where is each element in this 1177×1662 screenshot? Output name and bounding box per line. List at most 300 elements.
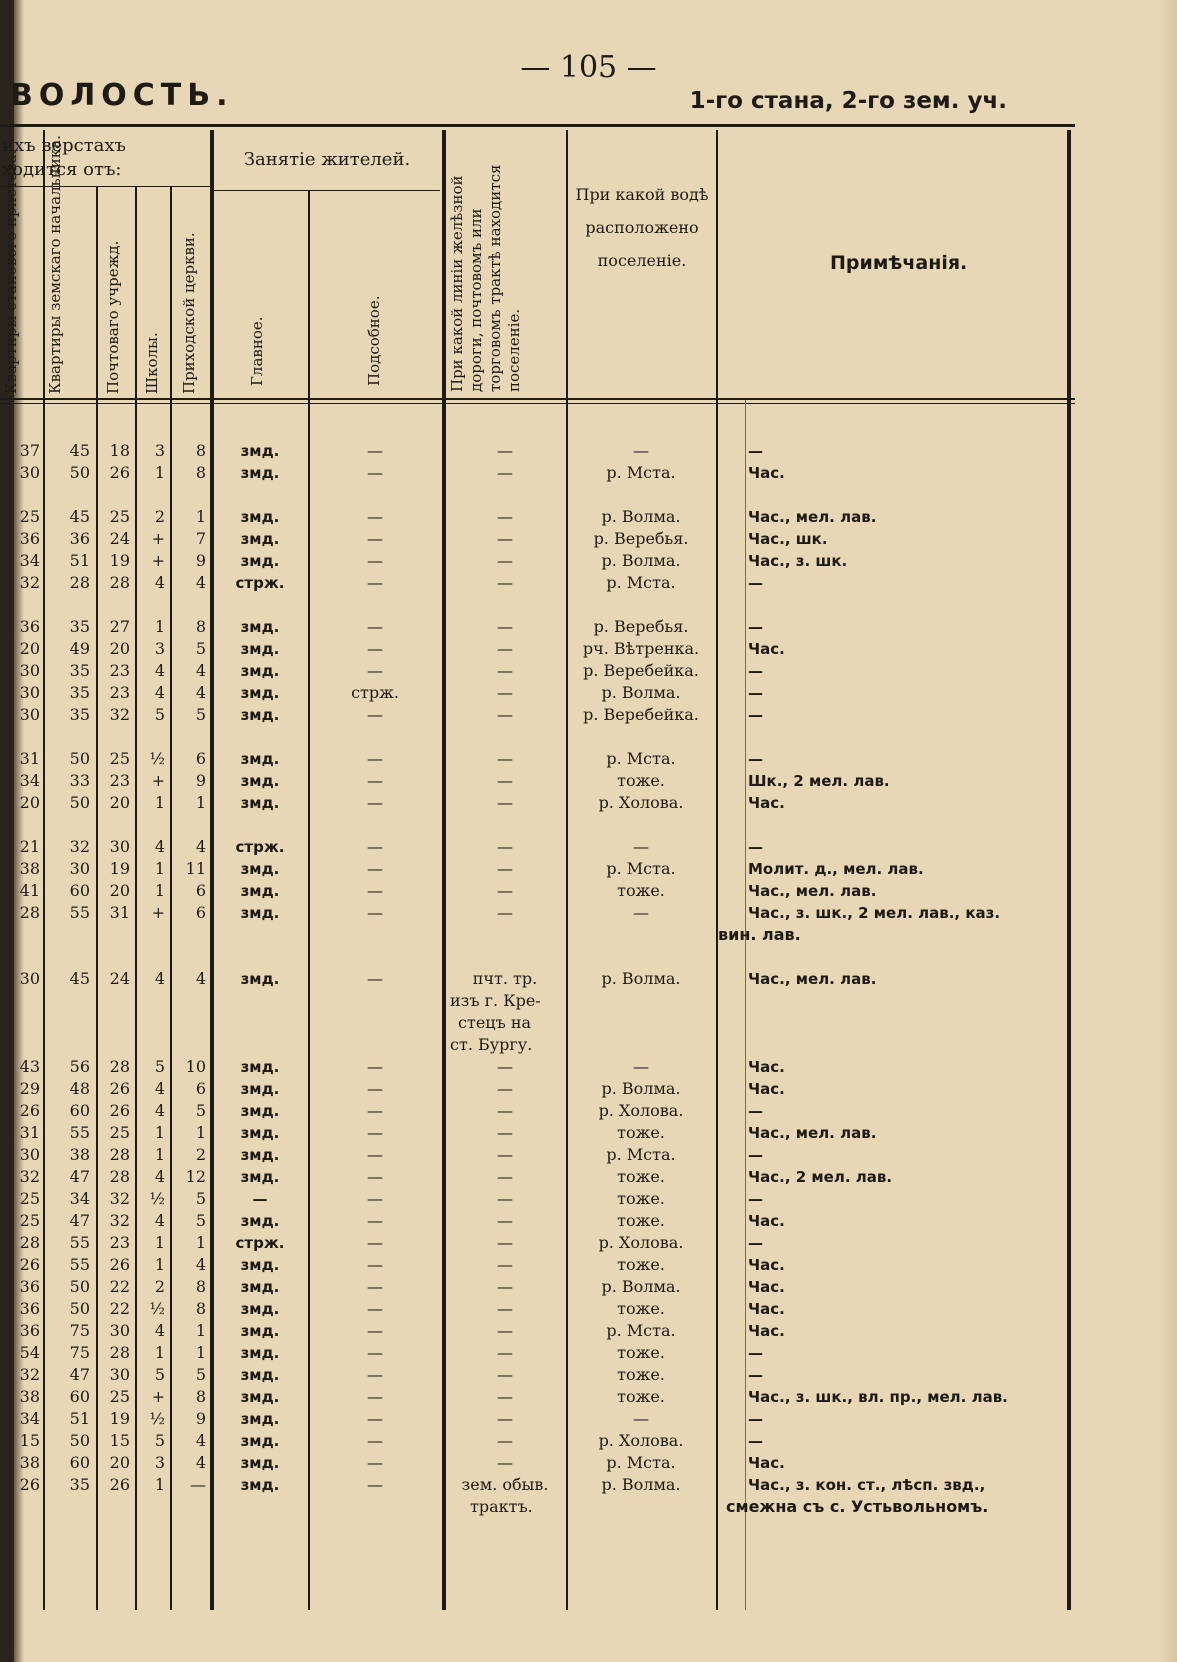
cell-church: 8: [195, 463, 206, 482]
cell-stan: 30: [19, 705, 40, 724]
cell-church: 2: [195, 1145, 206, 1164]
cell-water: р. Волма.: [601, 683, 681, 702]
table-row: [0, 1188, 1177, 1210]
table-row: [0, 836, 1177, 858]
cell-sec: —: [367, 573, 383, 592]
cell-road: —: [497, 1101, 513, 1120]
cell-stan: 32: [19, 573, 40, 592]
cell-stan: 28: [19, 1233, 40, 1252]
cell-zem: 30: [69, 859, 90, 878]
district-heading: 1-го стана, 2-го зем. уч.: [689, 88, 1007, 114]
cell-sec: —: [367, 749, 383, 768]
cell-school: 3: [154, 639, 165, 658]
cell-church: 6: [195, 749, 206, 768]
cell-sec: —: [367, 837, 383, 856]
cell-sec: —: [367, 705, 383, 724]
table-row: [0, 792, 1177, 814]
cell-notes: Час.: [748, 794, 785, 812]
cell-zem: 34: [69, 1189, 90, 1208]
table-row: [0, 682, 1177, 704]
cell-road: —: [497, 771, 513, 790]
col-header-road: При какой линіи желѣзной дороги, почтовомъ или торговомъ трактѣ находится поселеніе.: [448, 164, 523, 392]
table-row: [0, 462, 1177, 484]
col-header-church: Приходской церкви.: [180, 232, 198, 394]
cell-notes: Час., мел. лав.: [748, 1124, 877, 1142]
cell-post: 20: [109, 881, 130, 900]
cell-water: р. Волма.: [601, 969, 681, 988]
cell-water: тоже.: [617, 1387, 665, 1406]
cell-church: 5: [195, 1211, 206, 1230]
cell-main: змд.: [240, 904, 280, 922]
cell-main: змд.: [240, 442, 280, 460]
cell-church: 6: [195, 1079, 206, 1098]
cell-road: —: [497, 903, 513, 922]
cell-notes: Час., з. шк.: [748, 552, 848, 570]
cell-road: —: [497, 1145, 513, 1164]
cell-zem: 60: [69, 1453, 90, 1472]
cell-main: змд.: [240, 640, 280, 658]
cell-church: 8: [195, 1277, 206, 1296]
cell-notes: —: [748, 662, 763, 680]
cell-zem: 47: [69, 1167, 90, 1186]
cell-church: 5: [195, 1189, 206, 1208]
cell-notes: Час., мел. лав.: [748, 970, 877, 988]
cell-water: р. Мста.: [606, 463, 676, 482]
cell-road: —: [497, 661, 513, 680]
cell-road: —: [497, 1321, 513, 1340]
cell-post: 28: [109, 1145, 130, 1164]
cell-sec: —: [367, 1233, 383, 1252]
cell-stan: 30: [19, 1145, 40, 1164]
cell-school: 1: [154, 1233, 165, 1252]
cell-church: 8: [195, 617, 206, 636]
cell-main: змд.: [240, 772, 280, 790]
cell-road: пчт. тр.: [472, 969, 538, 988]
cell-post: 28: [109, 1343, 130, 1362]
table-row: [0, 1210, 1177, 1232]
cell-church: 9: [195, 551, 206, 570]
cell-church: 8: [195, 1387, 206, 1406]
col-header-main: Главное.: [248, 316, 266, 386]
cell-notes: Час., з. кон. ст., лѣсп. звд.,: [748, 1476, 986, 1494]
cell-notes: —: [748, 618, 763, 636]
cell-post: 25: [109, 507, 130, 526]
continuation-line: изъ г. Кре-: [450, 991, 541, 1010]
cell-zem: 32: [69, 837, 90, 856]
cell-notes: Час., мел. лав.: [748, 882, 877, 900]
cell-zem: 35: [69, 661, 90, 680]
occupation-group-rule: [214, 190, 440, 191]
cell-church: 6: [195, 903, 206, 922]
cell-church: 4: [195, 837, 206, 856]
cell-sec: —: [367, 793, 383, 812]
cell-road: —: [497, 1277, 513, 1296]
continuation-line: ст. Бургу.: [450, 1035, 533, 1054]
cell-road: —: [497, 1365, 513, 1384]
cell-sec: —: [367, 1299, 383, 1318]
cell-road: —: [497, 1387, 513, 1406]
cell-road: —: [497, 551, 513, 570]
cell-zem: 50: [69, 793, 90, 812]
cell-stan: 30: [19, 661, 40, 680]
cell-road: —: [497, 529, 513, 548]
cell-stan: 43: [19, 1057, 40, 1076]
cell-water: —: [633, 837, 649, 856]
cell-water: —: [633, 1409, 649, 1428]
cell-notes: Час.: [748, 1058, 785, 1076]
cell-notes: Час.: [748, 640, 785, 658]
cell-main: змд.: [240, 1124, 280, 1142]
cell-water: р. Волма.: [601, 551, 681, 570]
table-row: [0, 770, 1177, 792]
cell-school: 4: [154, 683, 165, 702]
cell-water: р. Веребейка.: [583, 705, 699, 724]
cell-notes: Час.: [748, 1300, 785, 1318]
cell-notes: —: [748, 574, 763, 592]
cell-post: 32: [109, 1189, 130, 1208]
cell-stan: 38: [19, 1453, 40, 1472]
cell-water: тоже.: [617, 771, 665, 790]
cell-post: 26: [109, 1079, 130, 1098]
cell-sec: —: [367, 1189, 383, 1208]
table-row: [0, 1320, 1177, 1342]
cell-stan: 31: [19, 1123, 40, 1142]
cell-water: р. Холова.: [598, 1101, 684, 1120]
cell-water: —: [633, 1057, 649, 1076]
cell-school: 3: [154, 1453, 165, 1472]
cell-zem: 55: [69, 903, 90, 922]
table-row: [0, 660, 1177, 682]
cell-post: 26: [109, 1255, 130, 1274]
cell-church: 4: [195, 683, 206, 702]
cell-zem: 38: [69, 1145, 90, 1164]
cell-church: 1: [195, 1233, 206, 1252]
cell-post: 25: [109, 749, 130, 768]
cell-school: +: [151, 529, 165, 548]
cell-zem: 55: [69, 1123, 90, 1142]
cell-sec: —: [367, 1057, 383, 1076]
cell-church: 4: [195, 573, 206, 592]
cell-water: р. Мста.: [606, 1321, 676, 1340]
table-row: [0, 440, 1177, 462]
cell-notes: Час.: [748, 1080, 785, 1098]
cell-notes: Час., 2 мел. лав.: [748, 1168, 893, 1186]
cell-water: р. Веребейка.: [583, 661, 699, 680]
cell-stan: 31: [19, 749, 40, 768]
cell-church: 1: [195, 1123, 206, 1142]
cell-stan: 38: [19, 1387, 40, 1406]
cell-zem: 60: [69, 881, 90, 900]
cell-stan: 25: [19, 507, 40, 526]
cell-stan: 37: [19, 441, 40, 460]
cell-main: змд.: [240, 1454, 280, 1472]
cell-notes: —: [748, 706, 763, 724]
table-row: [0, 506, 1177, 528]
cell-post: 19: [109, 859, 130, 878]
cell-water: тоже.: [617, 1167, 665, 1186]
cell-main: стрж.: [235, 838, 285, 856]
cell-post: 20: [109, 639, 130, 658]
cell-notes: Час., з. шк., 2 мел. лав., каз.: [748, 904, 1001, 922]
cell-sec: —: [367, 1167, 383, 1186]
cell-stan: 38: [19, 859, 40, 878]
distance-group-rule: [0, 186, 210, 187]
cell-zem: 51: [69, 1409, 90, 1428]
cell-zem: 50: [69, 1299, 90, 1318]
cell-stan: 26: [19, 1101, 40, 1120]
cell-zem: 45: [69, 441, 90, 460]
cell-stan: 30: [19, 463, 40, 482]
cell-stan: 25: [19, 1189, 40, 1208]
cell-main: змд.: [240, 552, 280, 570]
cell-road: зем. обыв.: [461, 1475, 549, 1494]
cell-zem: 56: [69, 1057, 90, 1076]
cell-church: 5: [195, 639, 206, 658]
cell-zem: 33: [69, 771, 90, 790]
cell-notes: —: [748, 1410, 763, 1428]
table-row: [0, 1232, 1177, 1254]
page-title: ВОЛОСТЬ.: [10, 78, 234, 113]
cell-stan: 34: [19, 771, 40, 790]
cell-zem: 75: [69, 1343, 90, 1362]
cell-post: 22: [109, 1277, 130, 1296]
cell-school: 5: [154, 1057, 165, 1076]
cell-zem: 50: [69, 1431, 90, 1450]
cell-sec: —: [367, 1255, 383, 1274]
cell-church: 6: [195, 881, 206, 900]
cell-sec: —: [367, 661, 383, 680]
cell-road: —: [497, 1189, 513, 1208]
cell-main: змд.: [240, 860, 280, 878]
table-row: [0, 1056, 1177, 1078]
cell-road: —: [497, 1211, 513, 1230]
cell-sec: —: [367, 463, 383, 482]
cell-water: тоже.: [617, 881, 665, 900]
cell-stan: 25: [19, 1211, 40, 1230]
cell-stan: 28: [19, 903, 40, 922]
cell-notes: —: [748, 750, 763, 768]
cell-school: 4: [154, 1211, 165, 1230]
cell-sec: —: [367, 1387, 383, 1406]
header-top-rule: [0, 124, 1075, 127]
cell-zem: 35: [69, 705, 90, 724]
cell-road: —: [497, 639, 513, 658]
cell-sec: —: [367, 1431, 383, 1450]
cell-sec: —: [367, 1453, 383, 1472]
cell-stan: 30: [19, 683, 40, 702]
cell-school: 1: [154, 463, 165, 482]
cell-post: 15: [109, 1431, 130, 1450]
cell-church: 4: [195, 1431, 206, 1450]
cell-sec: —: [367, 1101, 383, 1120]
cell-school: 5: [154, 705, 165, 724]
cell-zem: 35: [69, 1475, 90, 1494]
continuation-line: стецъ на: [458, 1013, 532, 1032]
table-row: [0, 1430, 1177, 1452]
cell-post: 25: [109, 1123, 130, 1142]
cell-notes: Час.: [748, 1278, 785, 1296]
cell-road: —: [497, 1167, 513, 1186]
cell-sec: —: [367, 1409, 383, 1428]
cell-zem: 60: [69, 1387, 90, 1406]
cell-notes: —: [748, 1190, 763, 1208]
cell-sec: —: [367, 1123, 383, 1142]
cell-notes: —: [748, 1102, 763, 1120]
cell-water: р. Мста.: [606, 573, 676, 592]
cell-main: змд.: [240, 1058, 280, 1076]
cell-post: 23: [109, 661, 130, 680]
cell-road: —: [497, 441, 513, 460]
cell-stan: 34: [19, 1409, 40, 1428]
cell-school: 1: [154, 881, 165, 900]
cell-main: змд.: [240, 882, 280, 900]
cell-water: р. Волма.: [601, 1475, 681, 1494]
cell-main: стрж.: [235, 574, 285, 592]
cell-notes: —: [748, 838, 763, 856]
cell-stan: 34: [19, 551, 40, 570]
cell-water: —: [633, 903, 649, 922]
cell-water: р. Волма.: [601, 1079, 681, 1098]
cell-water: —: [633, 441, 649, 460]
table-row: [0, 748, 1177, 770]
cell-notes: Час.: [748, 1322, 785, 1340]
cell-sec: —: [367, 639, 383, 658]
cell-notes: Час., шк.: [748, 530, 828, 548]
cell-notes: —: [748, 1366, 763, 1384]
cell-zem: 55: [69, 1233, 90, 1252]
cell-church: 11: [185, 859, 206, 878]
cell-zem: 50: [69, 463, 90, 482]
cell-school: ½: [149, 1299, 165, 1318]
cell-church: 1: [195, 1321, 206, 1340]
cell-main: змд.: [240, 1432, 280, 1450]
cell-church: —: [190, 1475, 206, 1494]
cell-stan: 26: [19, 1255, 40, 1274]
cell-school: +: [151, 903, 165, 922]
cell-stan: 21: [19, 837, 40, 856]
cell-road: —: [497, 1453, 513, 1472]
table-row: [0, 1342, 1177, 1364]
cell-sec: —: [367, 1475, 383, 1494]
cell-water: р. Холова.: [598, 1431, 684, 1450]
cell-sec: —: [367, 1321, 383, 1340]
cell-sec: —: [367, 859, 383, 878]
continuation-line: вин. лав.: [718, 925, 801, 944]
cell-church: 8: [195, 1299, 206, 1318]
cell-stan: 36: [19, 617, 40, 636]
cell-notes: Шк., 2 мел. лав.: [748, 772, 890, 790]
header-bottom-rule: [0, 398, 1075, 400]
cell-main: змд.: [240, 1344, 280, 1362]
cell-main: змд.: [240, 1410, 280, 1428]
cell-stan: 32: [19, 1167, 40, 1186]
cell-main: змд.: [240, 1080, 280, 1098]
cell-water: р. Холова.: [598, 1233, 684, 1252]
col-header-stan: Квартиры станового пристава.: [2, 149, 20, 394]
cell-school: 2: [154, 1277, 165, 1296]
cell-zem: 75: [69, 1321, 90, 1340]
cell-main: стрж.: [235, 1234, 285, 1252]
cell-main: змд.: [240, 662, 280, 680]
cell-church: 5: [195, 1365, 206, 1384]
cell-sec: —: [367, 1079, 383, 1098]
cell-stan: 29: [19, 1079, 40, 1098]
col-header-zemsky: Квартиры земскаго начальника.: [46, 135, 64, 394]
cell-post: 20: [109, 793, 130, 812]
cell-road: —: [497, 837, 513, 856]
cell-school: 2: [154, 507, 165, 526]
cell-zem: 35: [69, 617, 90, 636]
cell-post: 30: [109, 837, 130, 856]
cell-school: 1: [154, 793, 165, 812]
cell-school: +: [151, 1387, 165, 1406]
cell-school: 3: [154, 441, 165, 460]
table-row: [0, 1452, 1177, 1474]
cell-water: р. Мста.: [606, 859, 676, 878]
cell-road: —: [497, 1079, 513, 1098]
cell-main: змд.: [240, 750, 280, 768]
cell-post: 26: [109, 1475, 130, 1494]
cell-school: 1: [154, 1123, 165, 1142]
cell-church: 9: [195, 771, 206, 790]
cell-water: тоже.: [617, 1343, 665, 1362]
table-row: [0, 1254, 1177, 1276]
cell-main: змд.: [240, 684, 280, 702]
continuation-line: трактъ.: [470, 1497, 533, 1516]
cell-main: змд.: [240, 1322, 280, 1340]
cell-post: 19: [109, 551, 130, 570]
cell-road: —: [497, 705, 513, 724]
table-row: [0, 1386, 1177, 1408]
cell-school: +: [151, 551, 165, 570]
cell-school: ½: [149, 749, 165, 768]
cell-main: змд.: [240, 1388, 280, 1406]
cell-post: 22: [109, 1299, 130, 1318]
cell-water: р. Волма.: [601, 1277, 681, 1296]
cell-sec: —: [367, 969, 383, 988]
cell-zem: 47: [69, 1365, 90, 1384]
cell-church: 10: [185, 1057, 206, 1076]
cell-school: 4: [154, 837, 165, 856]
cell-church: 5: [195, 1101, 206, 1120]
distance-group-header: ихъ верстахъ ходится отъ:: [2, 135, 127, 180]
cell-zem: 60: [69, 1101, 90, 1120]
cell-stan: 36: [19, 1299, 40, 1318]
cell-main: змд.: [240, 464, 280, 482]
cell-road: —: [497, 573, 513, 592]
cell-water: р. Холова.: [598, 793, 684, 812]
cell-sec: —: [367, 1211, 383, 1230]
cell-stan: 20: [19, 639, 40, 658]
cell-zem: 35: [69, 683, 90, 702]
cell-school: 4: [154, 661, 165, 680]
cell-church: 4: [195, 661, 206, 680]
cell-notes: Час.: [748, 1454, 785, 1472]
cell-water: тоже.: [617, 1299, 665, 1318]
col-header-post: Почтоваго учрежд.: [104, 240, 122, 394]
cell-post: 24: [109, 529, 130, 548]
cell-post: 32: [109, 705, 130, 724]
cell-school: 1: [154, 1475, 165, 1494]
cell-sec: —: [367, 1365, 383, 1384]
cell-stan: 32: [19, 1365, 40, 1384]
cell-school: +: [151, 771, 165, 790]
cell-road: —: [497, 749, 513, 768]
col-header-notes: Примѣчанія.: [830, 252, 968, 274]
cell-sec: —: [367, 903, 383, 922]
cell-zem: 28: [69, 573, 90, 592]
col-header-secondary: Подсобное.: [365, 295, 383, 386]
